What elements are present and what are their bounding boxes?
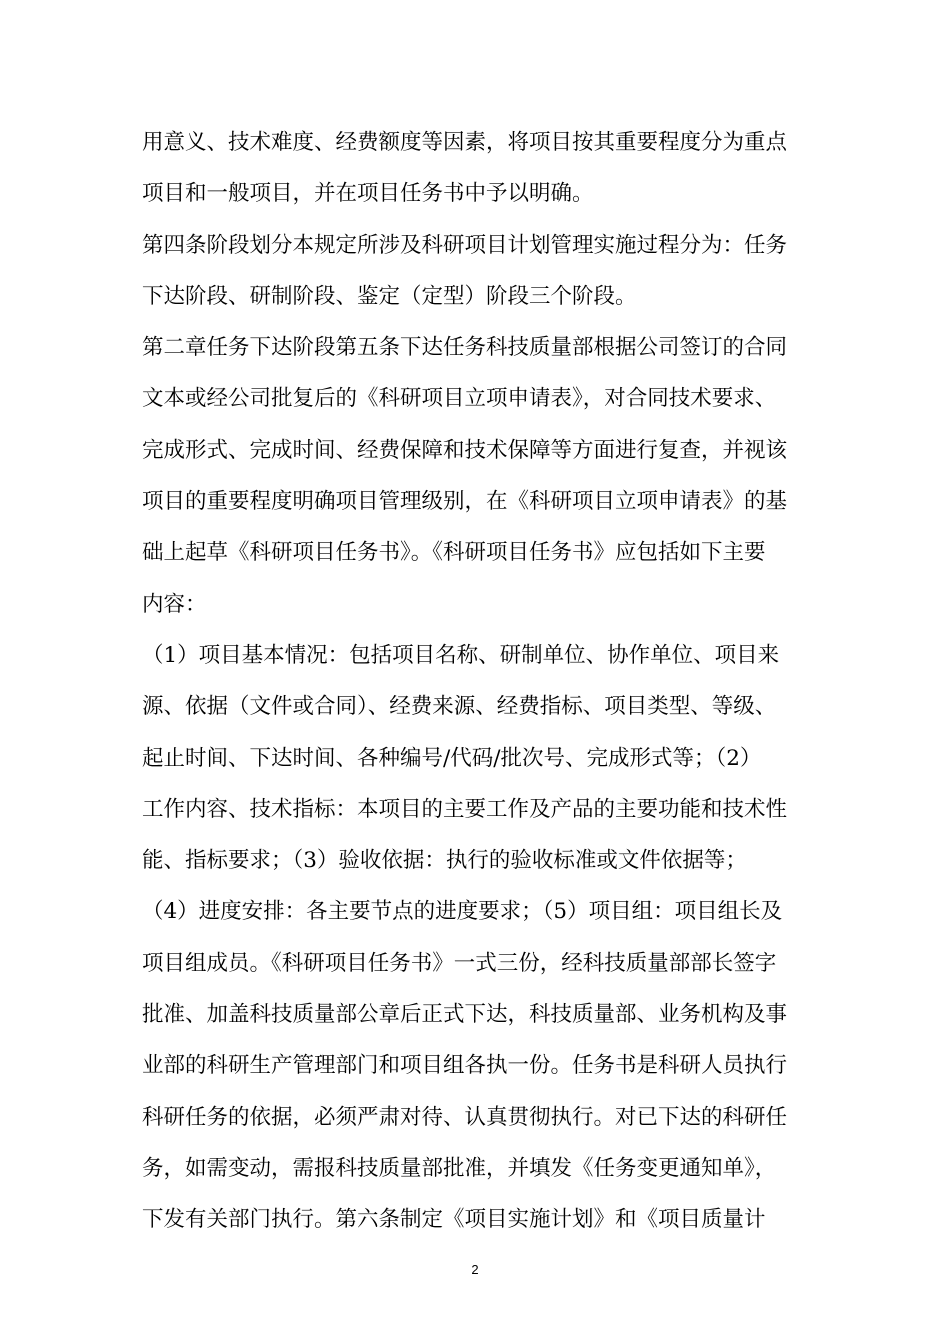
text-line: 项目和一般项目，并在项目任务书中予以明确。 (142, 181, 594, 207)
text-line: 内容： (142, 591, 207, 617)
text-line: 科研任务的依据，必须严肃对待、认真贯彻执行。对已下达的科研任 (142, 1104, 788, 1130)
text-line: 工作内容、技术指标：本项目的主要工作及产品的主要功能和技术性 (142, 796, 788, 822)
page-number: 2 (471, 1262, 479, 1277)
text-line: 下达阶段、研制阶段、鉴定（定型）阶段三个阶段。 (142, 283, 637, 309)
text-line: 务，如需变动，需报科技质量部批准，并填发《任务变更通知单》， (142, 1155, 777, 1181)
text-line: 下发有关部门执行。第六条制定《项目实施计划》和《项目质量计 (142, 1207, 766, 1233)
text-line: 第二章任务下达阶段第五条下达任务科技质量部根据公司签订的合同 (142, 335, 788, 361)
text-line: 业部的科研生产管理部门和项目组各执一份。任务书是科研人员执行 (142, 1053, 788, 1079)
body-text (142, 117, 822, 1246)
text-line: 项目组成员。《科研项目任务书》一式三份，经科技质量部部长签字 (142, 950, 777, 976)
text-line: 批准、加盖科技质量部公章后正式下达，科技质量部、业务机构及事 (142, 1002, 788, 1028)
text-line: 源、依据（文件或合同）、经费来源、经费指标、项目类型、等级、 (142, 694, 777, 720)
text-line: 文本或经公司批复后的《科研项目立项申请表》，对合同技术要求、 (142, 386, 777, 412)
text-line: （4）进度安排：各主要节点的进度要求；（5）项目组：项目组长及 (142, 899, 783, 925)
text-line: 完成形式、完成时间、经费保障和技术保障等方面进行复查，并视该 (142, 437, 788, 463)
text-line: 起止时间、下达时间、各种编号/代码/批次号、完成形式等；（2） (142, 745, 762, 771)
text-line: 第四条阶段划分本规定所涉及科研项目计划管理实施过程分为：任务 (142, 232, 788, 258)
text-line: 能、指标要求；（3）验收依据：执行的验收标准或文件依据等； (142, 848, 747, 874)
text-line: （1）项目基本情况：包括项目名称、研制单位、协作单位、项目来 (142, 642, 780, 668)
text-line: 项目的重要程度明确项目管理级别，在《科研项目立项申请表》的基 (142, 489, 788, 515)
text-line: 用意义、技术难度、经费额度等因素，将项目按其重要程度分为重点 (142, 130, 788, 155)
text-line: 础上起草《科研项目任务书》。《科研项目任务书》应包括如下主要 (142, 540, 766, 566)
